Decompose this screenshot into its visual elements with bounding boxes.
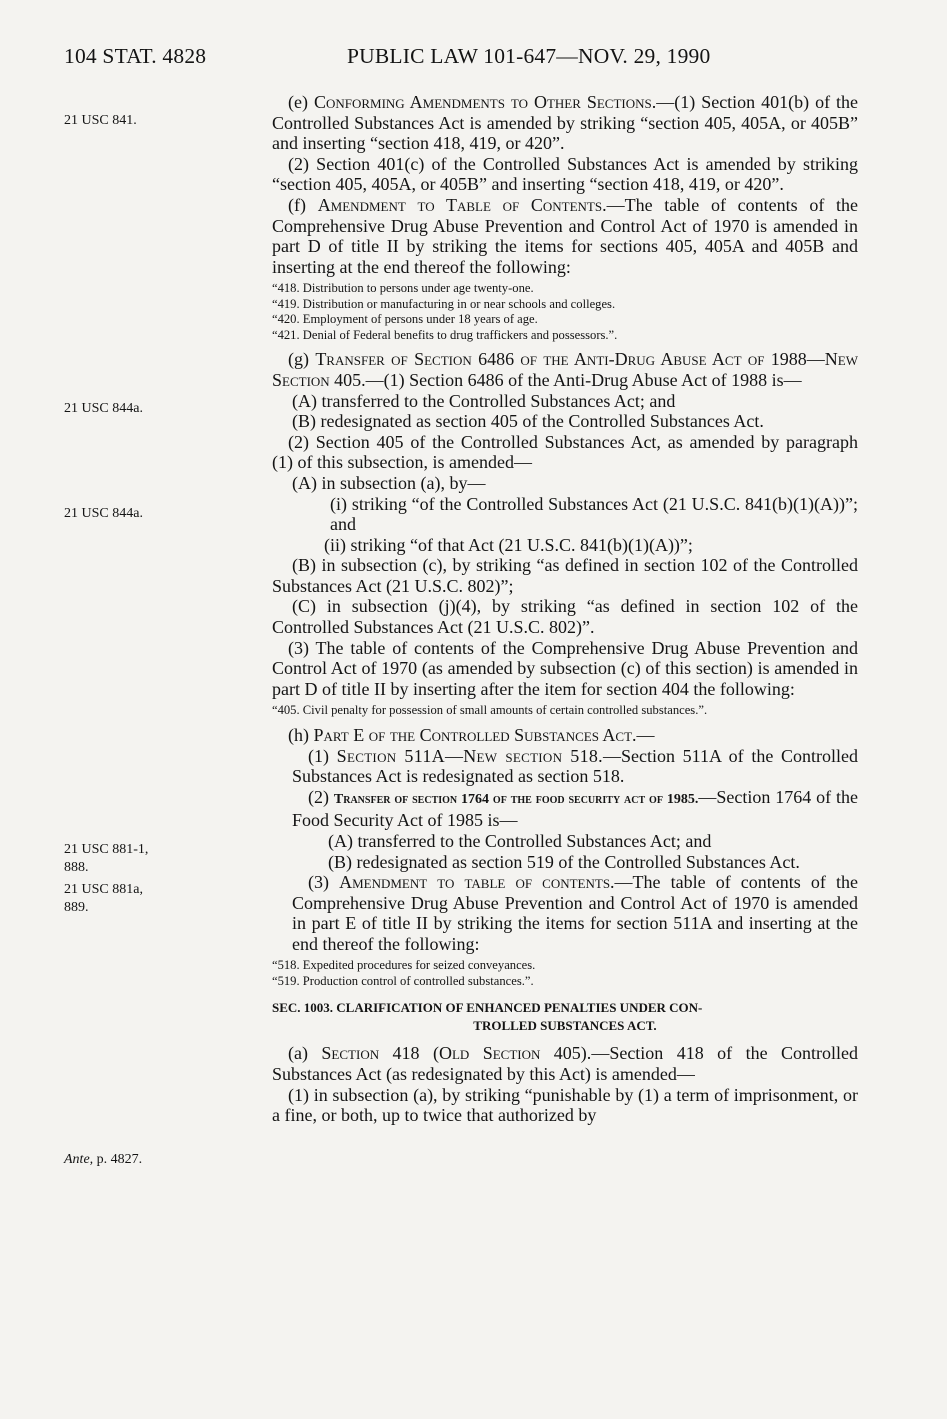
subsection-g-para2: (2) Section 405 of the Controlled Substances Act, as amended by paragraph (1) of this subsection, is amended—	[272, 431, 858, 473]
margin-note-881a	[64, 881, 204, 917]
page-running-head: PUBLIC LAW 101-647—NOV. 29, 1990	[347, 44, 711, 68]
subsection-h-2B: (B) redesignated as section 519 of the Controlled Substances Act.	[328, 851, 800, 872]
subsection-h-block	[272, 746, 858, 955]
para-text: —The table of contents of the Comprehensive Drug Abuse Prevention and Control Act of 1970 is amended in part E of title II by striking the items for section 511A and inserting at the end thereof the following:	[292, 872, 858, 954]
subsection-f-heading: Amendment to Table of Contents.	[317, 194, 607, 215]
subsection-h-para3	[292, 872, 858, 954]
margin-note-841: 21 USC 841.	[64, 113, 137, 128]
para-text: —Section 511A of the Controlled Substances Act is redesignated as section 518.	[292, 745, 858, 787]
margin-note-ante	[64, 1151, 204, 1169]
toc-items-part-d	[272, 281, 858, 343]
toc-item: “418. Distribution to persons under age twenty-one.	[272, 281, 534, 296]
para-text: —Section 418 of the Controlled Substances Act (as redesignated by this Act) is amended—	[272, 1043, 859, 1085]
para-heading: Amendment to table of contents.	[339, 872, 615, 893]
margin-note-844a-2: 21 USC 844a.	[64, 506, 143, 521]
subsection-g-A: (A) transferred to the Controlled Substances Act; and	[292, 390, 676, 411]
subsection-g-para1	[272, 349, 858, 390]
subsection-h-dash: —	[636, 724, 655, 745]
toc-item: “421. Denial of Federal benefits to drug traffickers and possessors.”.	[272, 327, 618, 342]
subsection-e-para1	[272, 92, 858, 154]
subsection-f-label: (f)	[288, 194, 318, 215]
para-label: (3)	[308, 872, 340, 893]
margin-note-line: 889.	[64, 900, 89, 915]
subsection-h-heading: Part E of the Controlled Substances Act.	[313, 724, 637, 745]
section-1003-a	[272, 1043, 858, 1084]
toc-item: “518. Expedited procedures for seized conveyances.	[272, 958, 536, 973]
subsection-g-para3: (3) The table of contents of the Comprehensive Drug Abuse Prevention and Control Act of 1970 (as amended by subsection (c) of this section) is amended in part D of title II by inserting after the item for section 404 the following:	[272, 637, 858, 699]
para-heading: Section 511A—New section 518.	[336, 745, 603, 766]
subsection-g-heading: Transfer of Section 6486 of the Anti-Drug Abuse Act of 1988—New Section 405.	[272, 349, 858, 390]
subsection-e-text1: —(1) Section 401(b) of the Controlled Substances Act is amended by striking “section 405, 405A, or 405B” and inserting “section 418, 419, or 420”.	[272, 92, 859, 154]
margin-note-page: p. 4827.	[93, 1152, 143, 1167]
subsection-g-2A: (A) in subsection (a), by—	[292, 472, 486, 493]
page-stat-citation: 104 STAT. 4828	[64, 44, 207, 68]
subsection-h-para2	[292, 787, 858, 831]
subsection-g-B: (B) redesignated as section 405 of the Controlled Substances Act.	[292, 411, 764, 432]
toc-item: “419. Distribution or manufacturing in or near schools and colleges.	[272, 296, 616, 311]
subsection-g-text1: —(1) Section 6486 of the Anti-Drug Abuse Act of 1988 is—	[365, 369, 802, 390]
margin-note-line: 21 USC 881a,	[64, 882, 143, 897]
subsection-h-2A: (A) transferred to the Controlled Substances Act; and	[328, 830, 712, 851]
toc-item-405: “405. Civil penalty for possession of small amounts of certain controlled substances.”.	[272, 703, 708, 718]
para-label: (1)	[308, 745, 337, 766]
document-body	[272, 92, 858, 1126]
subsection-g-label: (g)	[288, 349, 316, 370]
subsection-g-2Aii: (ii) striking “of that Act (21 U.S.C. 841(b)(1)(A))”;	[324, 534, 693, 555]
margin-note-844a-1: 21 USC 844a.	[64, 401, 143, 416]
subsection-h-heading-line	[272, 725, 858, 746]
margin-note-line: 21 USC 881-1,	[64, 842, 149, 857]
toc-item: “519. Production control of controlled substances.”.	[272, 973, 534, 988]
toc-items-part-e	[272, 958, 858, 989]
subsection-e-label: (e)	[288, 92, 314, 112]
para-label: (2)	[308, 786, 334, 807]
subsection-e-para2: (2) Section 401(c) of the Controlled Substances Act is amended by striking “section 405, 405A, or 405B” and inserting “section 418, 419, or 420”.	[272, 153, 858, 195]
section-1003-heading-line2: TROLLED SUBSTANCES ACT.	[473, 1018, 657, 1034]
margin-note-line: 888.	[64, 860, 89, 875]
para-text: —Section 1764 of the Food Security Act of 1985 is—	[292, 786, 858, 831]
section-1003-heading-line1: SEC. 1003. CLARIFICATION OF ENHANCED PENALTIES UNDER CON-	[272, 1000, 703, 1016]
subsection-g-2B: (B) in subsection (c), by striking “as defined in section 102 of the Controlled Substances Act (21 U.S.C. 802)”;	[272, 555, 858, 596]
subsection-f-text: —The table of contents of the Comprehensive Drug Abuse Prevention and Control Act of 1970 is amended in part D of title II by striking the items for sections 405, 405A and 405B and inserting at the end thereof the following:	[272, 194, 858, 277]
subsection-h-label: (h)	[288, 724, 314, 745]
section-1003-a1: (1) in subsection (a), by striking “punishable by (1) a term of imprisonment, or a fine, or both, up to twice that authorized by	[272, 1084, 858, 1126]
subsection-f-para	[272, 195, 858, 277]
para-heading: Transfer of section 1764 of the food security act of 1985.	[333, 791, 699, 807]
subsection-g-2C: (C) in subsection (j)(4), by striking “as defined in section 102 of the Controlled Substances Act (21 U.S.C. 802)”.	[272, 596, 858, 638]
subsection-e-heading: Conforming Amendments to Other Sections.	[313, 92, 657, 112]
subsection-h-para1	[292, 746, 858, 787]
para-heading: Section 418 (Old Section 405).	[321, 1043, 592, 1064]
margin-note-italic: Ante,	[64, 1152, 94, 1167]
toc-item: “420. Employment of persons under 18 years of age.	[272, 312, 538, 327]
para-label: (a)	[288, 1043, 322, 1064]
subsection-g-2Ai: (i) striking “of the Controlled Substances Act (21 U.S.C. 841(b)(1)(A))”; and	[330, 493, 858, 535]
margin-note-881-1	[64, 841, 204, 877]
